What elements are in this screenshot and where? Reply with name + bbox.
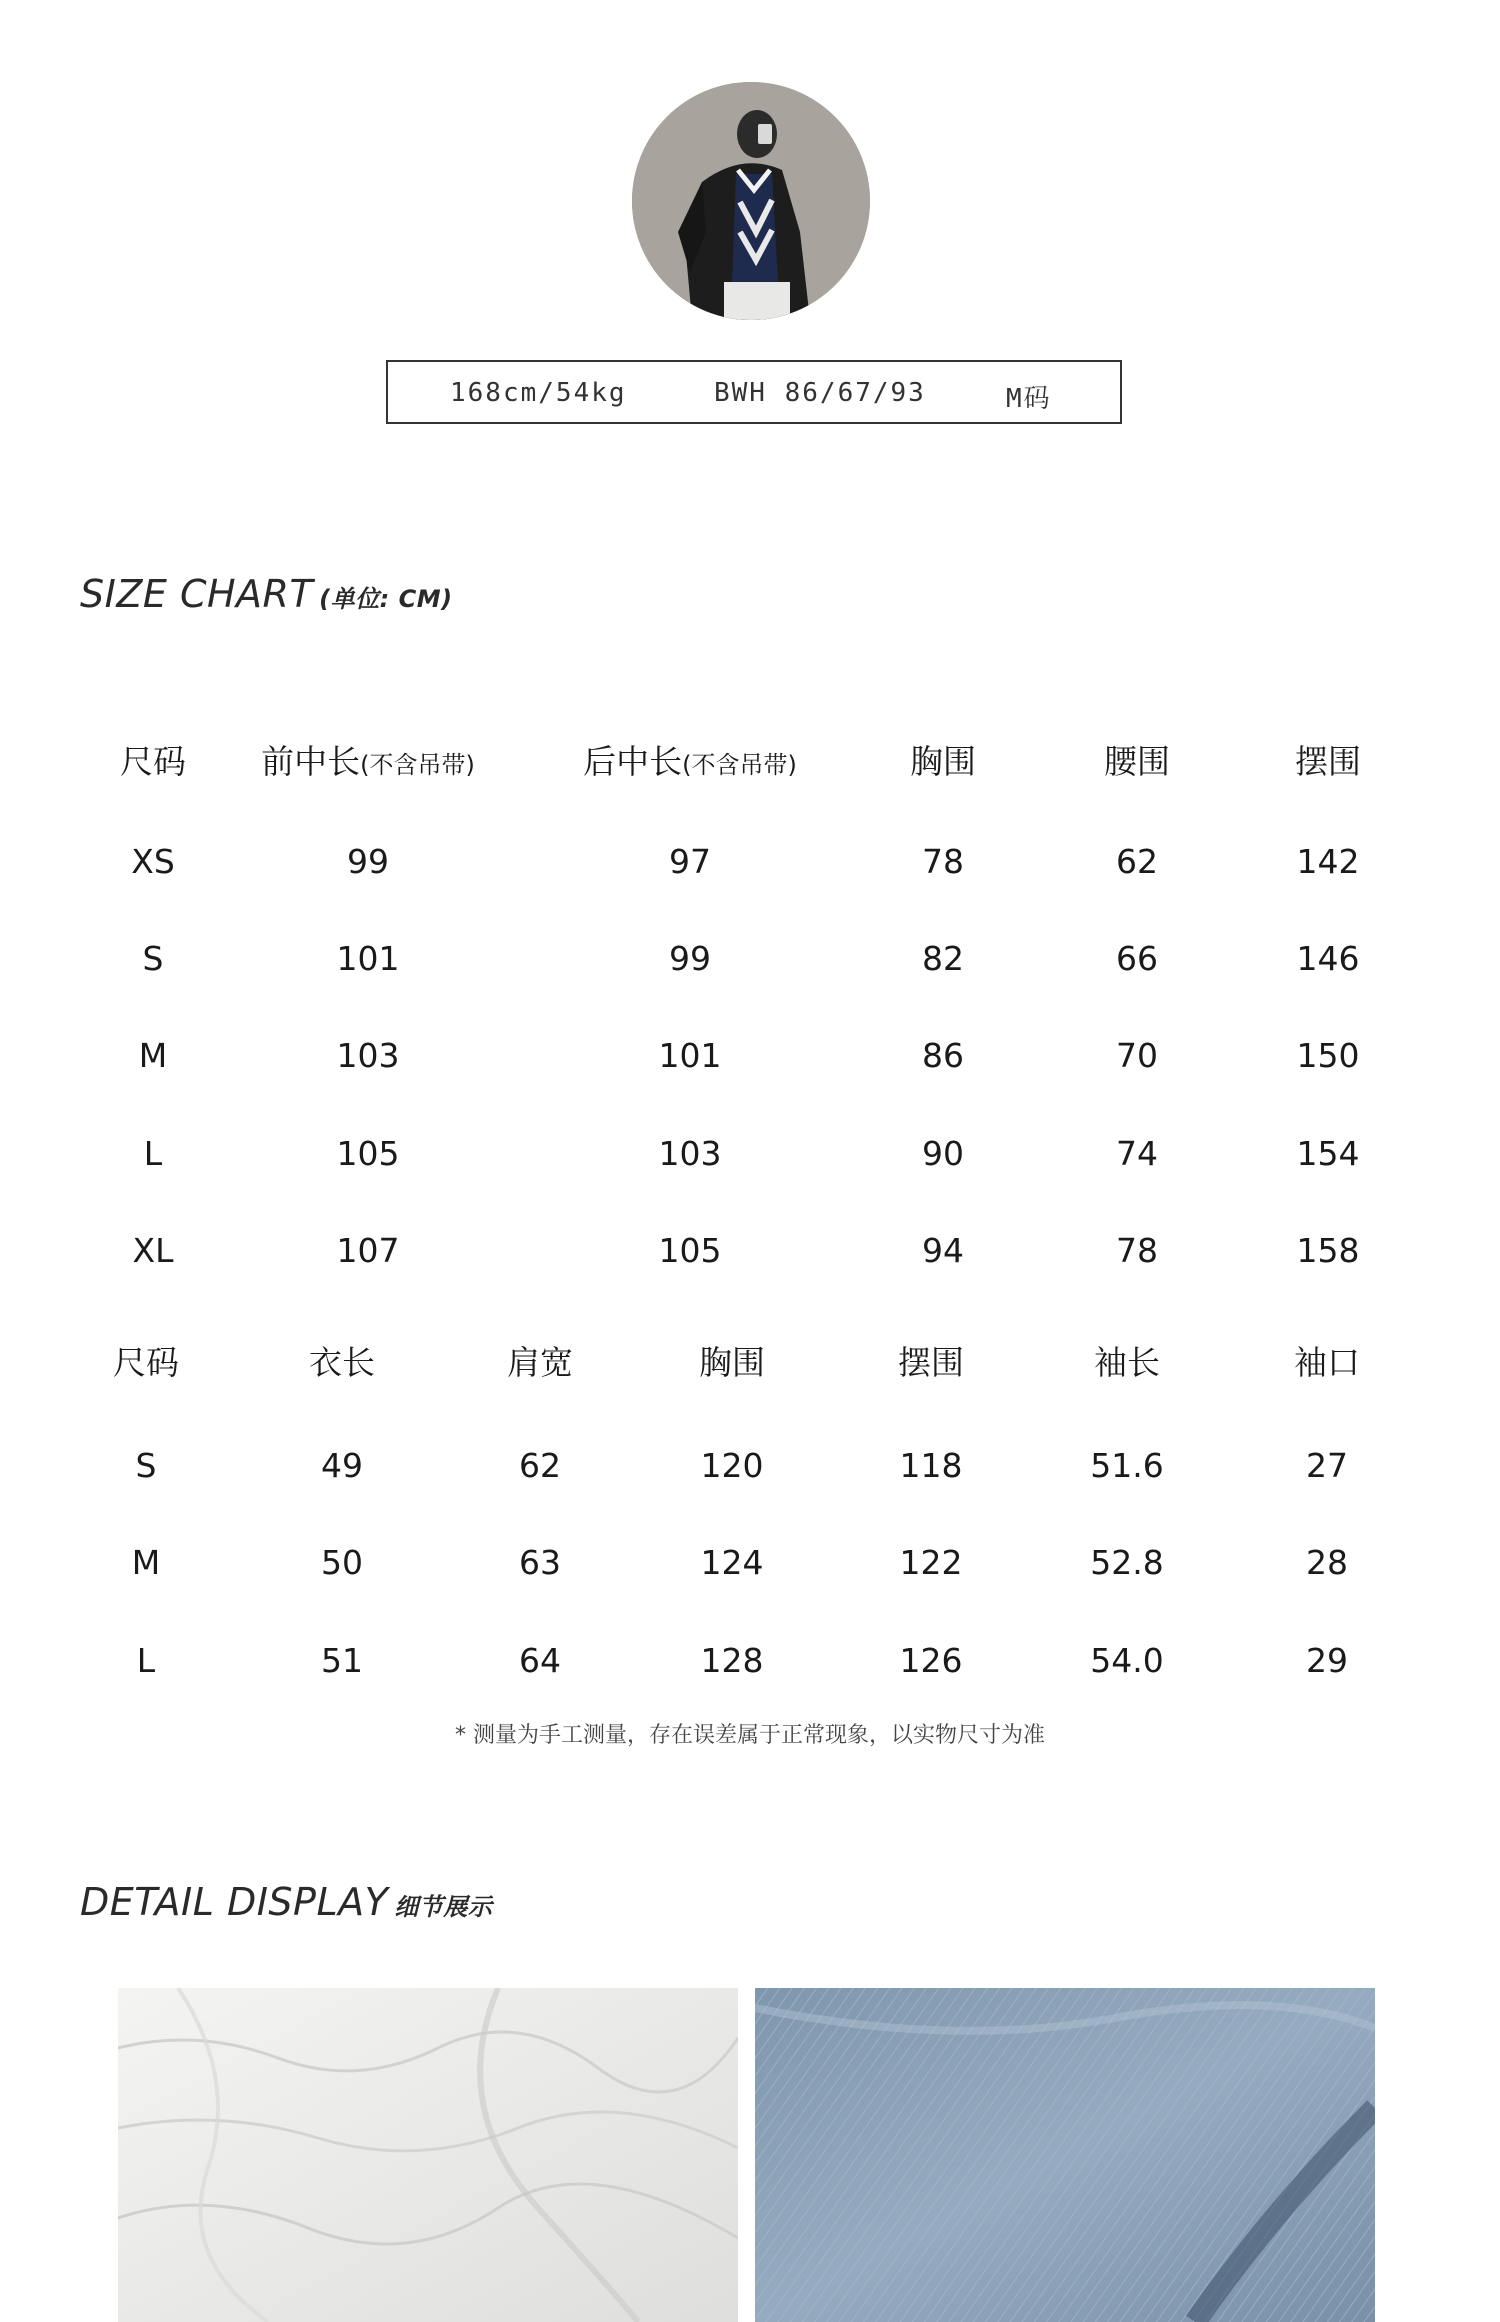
- size-chart-unit: (单位: CM): [319, 585, 453, 613]
- table-cell: M: [138, 1036, 168, 1075]
- table-cell: 105: [336, 1134, 400, 1173]
- table-cell: 64: [519, 1641, 561, 1680]
- table-cell: L: [143, 1134, 163, 1173]
- table-cell: 54.0: [1090, 1641, 1164, 1680]
- model-avatar: [632, 82, 870, 320]
- table-row: [0, 929, 1500, 989]
- table-row: [0, 832, 1500, 892]
- model-height-weight: 168cm/54kg: [450, 378, 627, 408]
- table-cell: 90: [922, 1134, 964, 1173]
- table-header-row: [0, 732, 1500, 792]
- detail-display-heading: DETAIL DISPLAY: [80, 1880, 389, 1924]
- table-cell: 158: [1296, 1231, 1360, 1270]
- header-cell: 摆围: [1295, 742, 1361, 781]
- header-cell: 尺码: [113, 1343, 179, 1382]
- table-cell: 94: [922, 1231, 964, 1270]
- table-cell: 52.8: [1090, 1543, 1164, 1582]
- table-cell: 101: [658, 1036, 722, 1075]
- table-cell: 51: [321, 1641, 363, 1680]
- table-cell: 27: [1306, 1446, 1348, 1485]
- fabric-detail-white: [118, 1988, 738, 2322]
- table-cell: 126: [899, 1641, 963, 1680]
- table-cell: 70: [1116, 1036, 1158, 1075]
- table-cell: 99: [347, 842, 389, 881]
- table-row: [0, 1221, 1500, 1281]
- table-cell: 82: [922, 939, 964, 978]
- table-cell: 50: [321, 1543, 363, 1582]
- table-cell: 101: [336, 939, 400, 978]
- table-cell: 29: [1306, 1641, 1348, 1680]
- table-cell: S: [142, 939, 164, 978]
- header-cell: 衣长: [309, 1343, 375, 1382]
- table-cell: 78: [1116, 1231, 1158, 1270]
- header-cell: 袖口: [1294, 1343, 1360, 1382]
- table-cell: 66: [1116, 939, 1158, 978]
- table-row: [0, 1026, 1500, 1086]
- table-header-row: [0, 1333, 1500, 1393]
- table-cell: 128: [700, 1641, 764, 1680]
- table-cell: 122: [899, 1543, 963, 1582]
- size-chart-heading: SIZE CHART: [80, 572, 314, 616]
- table-cell: 78: [922, 842, 964, 881]
- detail-display-title: [80, 1880, 492, 1924]
- table-row: [0, 1533, 1500, 1593]
- table-cell: 86: [922, 1036, 964, 1075]
- header-cell: 摆围: [898, 1343, 964, 1382]
- table-cell: 146: [1296, 939, 1360, 978]
- header-cell: 腰围: [1104, 742, 1170, 781]
- table-cell: 74: [1116, 1134, 1158, 1173]
- table-cell: S: [135, 1446, 157, 1485]
- table-cell: 120: [700, 1446, 764, 1485]
- table-row: [0, 1436, 1500, 1496]
- table-cell: XL: [132, 1231, 174, 1270]
- denim-fabric-texture: [755, 1988, 1375, 2322]
- table-cell: 28: [1306, 1543, 1348, 1582]
- header-cell: 胸围: [910, 742, 976, 781]
- table-cell: 107: [336, 1231, 400, 1270]
- table-row: [0, 1631, 1500, 1691]
- fabric-detail-denim: [755, 1988, 1375, 2322]
- model-info-box: [386, 360, 1122, 424]
- header-cell: 胸围: [699, 1343, 765, 1382]
- table-cell: 124: [700, 1543, 764, 1582]
- table-cell: 51.6: [1090, 1446, 1164, 1485]
- table-cell: 154: [1296, 1134, 1360, 1173]
- header-cell: 袖长: [1094, 1343, 1160, 1382]
- table-cell: 118: [899, 1446, 963, 1485]
- header-cell: 前中长(不含吊带): [261, 742, 475, 781]
- table-cell: XS: [131, 842, 175, 881]
- model-photo: [632, 82, 870, 320]
- table-cell: 62: [1116, 842, 1158, 881]
- table-cell: 150: [1296, 1036, 1360, 1075]
- header-cell: 尺码: [120, 742, 186, 781]
- model-size: M码: [1006, 384, 1052, 414]
- table-cell: 142: [1296, 842, 1360, 881]
- table-cell: 97: [669, 842, 711, 881]
- table-cell: 105: [658, 1231, 722, 1270]
- white-fabric-texture: [118, 1988, 738, 2322]
- table-cell: M: [131, 1543, 161, 1582]
- table-cell: 103: [658, 1134, 722, 1173]
- header-cell: 后中长(不含吊带): [583, 742, 797, 781]
- measurement-disclaimer: * 测量为手工测量，存在误差属于正常现象，以实物尺寸为准: [455, 1723, 1045, 1748]
- table-cell: 99: [669, 939, 711, 978]
- size-chart-title: [80, 572, 453, 616]
- table-cell: 103: [336, 1036, 400, 1075]
- table-cell: 62: [519, 1446, 561, 1485]
- table-row: [0, 1124, 1500, 1184]
- table-cell: L: [136, 1641, 156, 1680]
- table-cell: 63: [519, 1543, 561, 1582]
- table-cell: 49: [321, 1446, 363, 1485]
- model-bwh: BWH 86/67/93: [714, 378, 926, 408]
- detail-display-subtitle: 细节展示: [394, 1893, 493, 1921]
- header-cell: 肩宽: [507, 1343, 573, 1382]
